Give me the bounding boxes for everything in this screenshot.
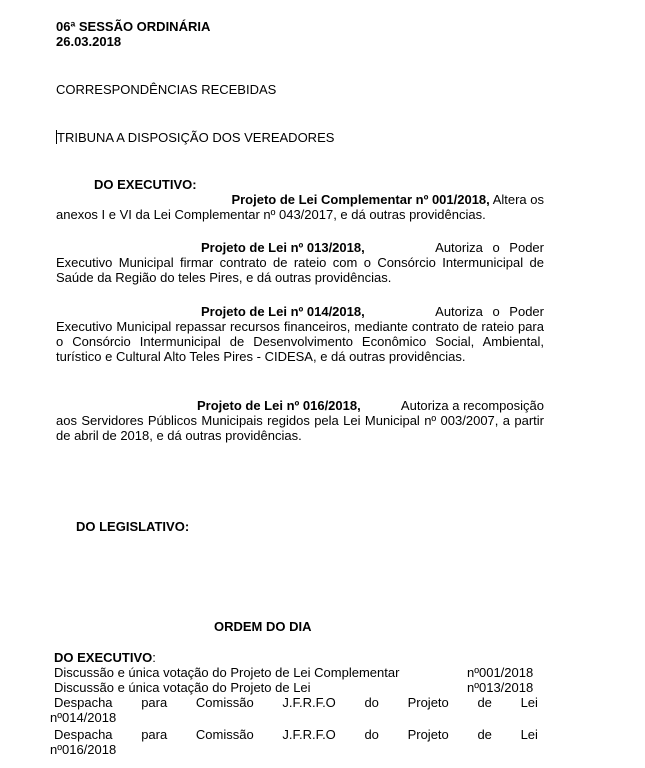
despacho-word: Comissão [195, 695, 254, 710]
despacho-number: nº016/2018 [50, 742, 117, 757]
session-title: 06ª SESSÃO ORDINÁRIA [56, 19, 211, 34]
item-text-first: Autoriza o Poder [435, 240, 544, 255]
despacho-word: do [364, 727, 379, 742]
tribuna-heading [56, 130, 334, 145]
despacho-1 [50, 695, 538, 725]
executivo-item-3 [56, 304, 544, 364]
executivo-heading: DO EXECUTIVO: [94, 177, 197, 192]
despacho-number: nº014/2018 [50, 710, 117, 725]
despacho-word: J.F.R.F.O [282, 695, 336, 710]
item-first-line [56, 240, 544, 255]
item-title: Projeto de Lei nº 014/2018, [201, 304, 365, 319]
ordem-heading-text: DO EXECUTIVO [54, 650, 153, 665]
despacho-word: para [141, 727, 168, 742]
item-text-rest: Executivo Municipal repassar recursos financeiros, mediante contrato de rateio para o Consórcio Intermunicipal de Desenvolvimento Econômico Social, Ambiental, turístico e Cultural Alto Teles Pires - CIDESA, e dá outras providências. [56, 319, 544, 364]
ordem-heading-colon: : [152, 650, 156, 665]
ordem-line-text: Discussão e única votação do Projeto de Lei Complementar [54, 665, 400, 680]
item-title: Projeto de Lei Complementar nº 001/2018, [231, 192, 490, 207]
item-text-first: Altera os [492, 192, 544, 207]
item-text-rest: Executivo Municipal firmar contrato de rateio com o Consórcio Intermunicipal de Saúde da Região do teles Pires, e dá outras providências. [56, 255, 544, 285]
legislativo-heading: DO LEGISLATIVO: [76, 519, 190, 534]
ordem-line-number: nº013/2018 [467, 680, 534, 695]
tribuna-text: TRIBUNA A DISPOSIÇÃO DOS VEREADORES [57, 130, 335, 145]
session-date: 26.03.2018 [56, 34, 122, 49]
despacho-word: Projeto [407, 695, 449, 710]
despacho-word: de [477, 695, 492, 710]
despacho-2 [50, 727, 538, 757]
item-title: Projeto de Lei nº 016/2018, [197, 398, 361, 413]
item-text-rest: anexos I e VI da Lei Complementar nº 043/2017, e dá outras providências. [56, 207, 486, 222]
executivo-item-1 [56, 192, 544, 222]
executivo-item-2 [56, 240, 544, 285]
despacho-word: Despacha [54, 695, 113, 710]
item-first-line [56, 398, 544, 413]
item-text-first: Autoriza a recomposição [400, 398, 544, 413]
despacho-word: Comissão [195, 727, 254, 742]
despacho-word: para [141, 695, 168, 710]
despacho-word: Lei [520, 695, 538, 710]
despacho-word: Despacha [54, 727, 113, 742]
despacho-words [54, 727, 538, 742]
despacho-word: Projeto [407, 727, 449, 742]
correspondencias-heading: CORRESPONDÊNCIAS RECEBIDAS [56, 82, 277, 97]
despacho-word: J.F.R.F.O [282, 727, 336, 742]
ordem-line-2 [54, 680, 538, 695]
despacho-word: Lei [520, 727, 538, 742]
despacho-word: de [477, 727, 492, 742]
item-first-line [56, 304, 544, 319]
despacho-word: do [364, 695, 379, 710]
item-first-line [56, 192, 544, 207]
item-title: Projeto de Lei nº 013/2018, [201, 240, 365, 255]
ordem-title: ORDEM DO DIA [214, 619, 312, 634]
ordem-line-1 [54, 665, 538, 680]
ordem-line-text: Discussão e única votação do Projeto de Lei [54, 680, 311, 695]
despacho-words [54, 695, 538, 710]
item-text-rest: aos Servidores Públicos Municipais regidos pela Lei Municipal nº 003/2007, a partir de abril de 2018, e dá outras providências. [56, 413, 544, 443]
item-text-first: Autoriza o Poder [435, 304, 544, 319]
ordem-line-number: nº001/2018 [467, 665, 534, 680]
ordem-executivo-heading [54, 650, 156, 665]
executivo-item-4 [56, 398, 544, 443]
